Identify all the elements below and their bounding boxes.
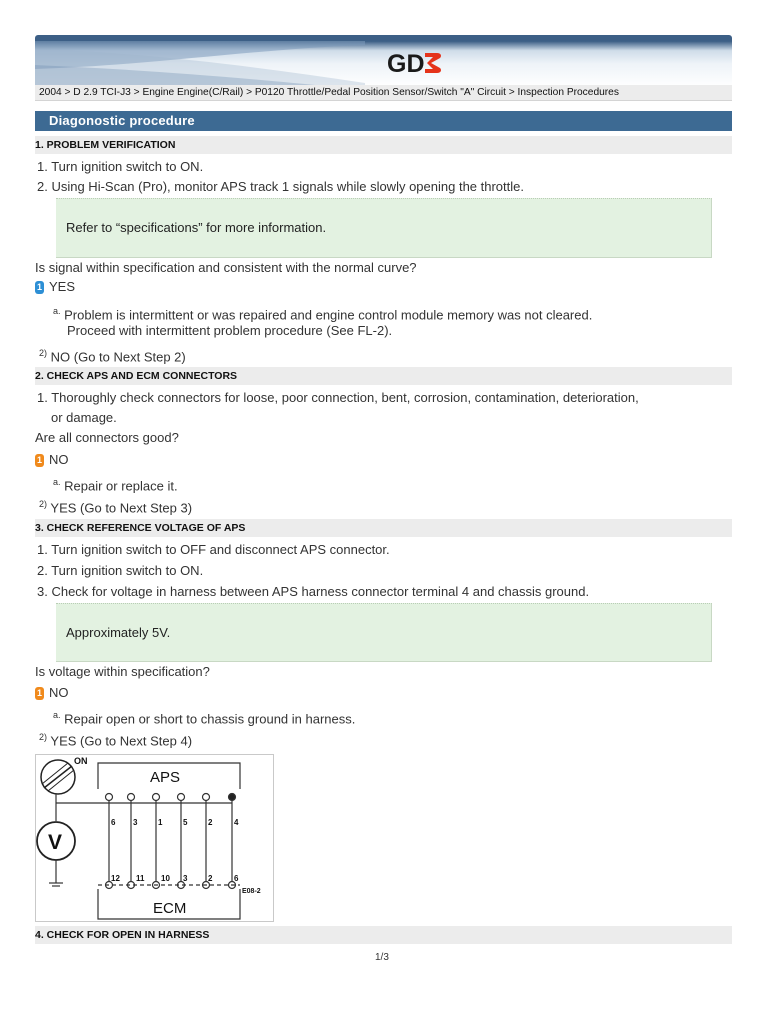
section-heading-1: 1. PROBLEM VERIFICATION [35,136,732,154]
step2-item-1-cont: or damage. [51,410,117,425]
step2-question: Are all connectors good? [35,430,179,445]
step1-note-box [56,198,712,258]
ecm-pin-label: 11 [136,874,145,883]
wiring-diagram [35,754,274,922]
ecm-pin-label: 2 [208,874,213,883]
step2-item-1: 1. Thoroughly check connectors for loose, poor connection, bent, corrosion, contamination, deterioration, [37,390,639,405]
aps-pin-label: 4 [234,818,239,827]
step1-item-2: 2. Using Hi-Scan (Pro), monitor APS track 1 signals while slowly opening the throttle. [37,179,524,194]
ecm-pin-label: 10 [161,874,170,883]
page-title: Diagonostic procedure [35,111,732,131]
svg-text:GD: GD [387,50,425,76]
gds-logo [387,50,443,76]
voltmeter-label: V [48,831,63,854]
step3-question: Is voltage within specification? [35,664,210,679]
connector-code: E08-2 [242,888,261,895]
wiring-diagram-svg [36,755,273,921]
step3-sub-a: $^{a.}$ Repair open or short to chassis ground in harness. [53,710,356,727]
breadcrumb: 2004 > D 2.9 TCI-J3 > Engine Engine(C/Rail) > P0120 Throttle/Pedal Position Sensor/Switch "A" Circuit > Inspection Procedures [35,85,732,101]
switch-on-label: ON [74,756,88,766]
ecm-label: ECM [153,900,187,917]
aps-pin-label: 1 [158,818,163,827]
ecm-pin-label: 3 [183,874,188,883]
section-heading-3: 3. CHECK REFERENCE VOLTAGE OF APS [35,519,732,537]
step1-sub-a-line2: Proceed with intermittent problem procedure (See FL-2). [67,323,393,338]
step2-answer-no: 1 NO [36,452,69,467]
aps-pin-label: 6 [111,818,116,827]
aps-pin-label: 3 [133,818,138,827]
step3-item-1: 1. Turn ignition switch to OFF and disconnect APS connector. [37,542,390,557]
header-banner [35,35,732,87]
banner-swoosh [35,35,365,87]
step3-note-box [56,603,712,662]
ecm-pin-label: 12 [111,874,120,883]
section-heading-4: 4. CHECK FOR OPEN IN HARNESS [35,926,732,944]
step1-answer-no: $^{2)}$ NO (Go to Next Step 2) [39,348,186,365]
step1-answer-yes: 1 YES [36,279,76,294]
step1-question: Is signal within specification and consistent with the normal curve? [35,260,417,275]
step1-note-text: Refer to “specifications” for more information. [66,220,327,235]
step1-item-1: 1. Turn ignition switch to ON. [37,159,204,174]
ignition-switch-icon [41,760,75,794]
step3-note-text: Approximately 5V. [66,625,171,640]
step1-sub-a: $^{a.}$ Problem is intermittent or was repaired and engine control module memory was not cleared. [53,306,593,323]
page-number: 1/3 [375,952,389,963]
ecm-pin-label: 6 [234,874,239,883]
step2-sub-a: $^{a.}$ Repair or replace it. [53,477,178,494]
step2-answer-yes: $^{2)}$ YES (Go to Next Step 3) [39,499,193,516]
info-icon: 1 [36,455,42,465]
aps-pin-label: 2 [208,818,213,827]
section-heading-2: 2. CHECK APS AND ECM CONNECTORS [35,367,732,385]
step3-item-2: 2. Turn ignition switch to ON. [37,563,204,578]
info-icon: 1 [36,282,42,292]
step3-answer-yes: $^{2)}$ YES (Go to Next Step 4) [39,732,193,749]
info-icon: 1 [36,688,42,698]
aps-label: APS [150,769,181,786]
aps-connector [106,794,236,801]
aps-pin-label: 5 [183,818,188,827]
step3-answer-no: 1 NO [36,685,69,700]
step3-item-3: 3. Check for voltage in harness between APS harness connector terminal 4 and chassis ground. [37,584,590,599]
